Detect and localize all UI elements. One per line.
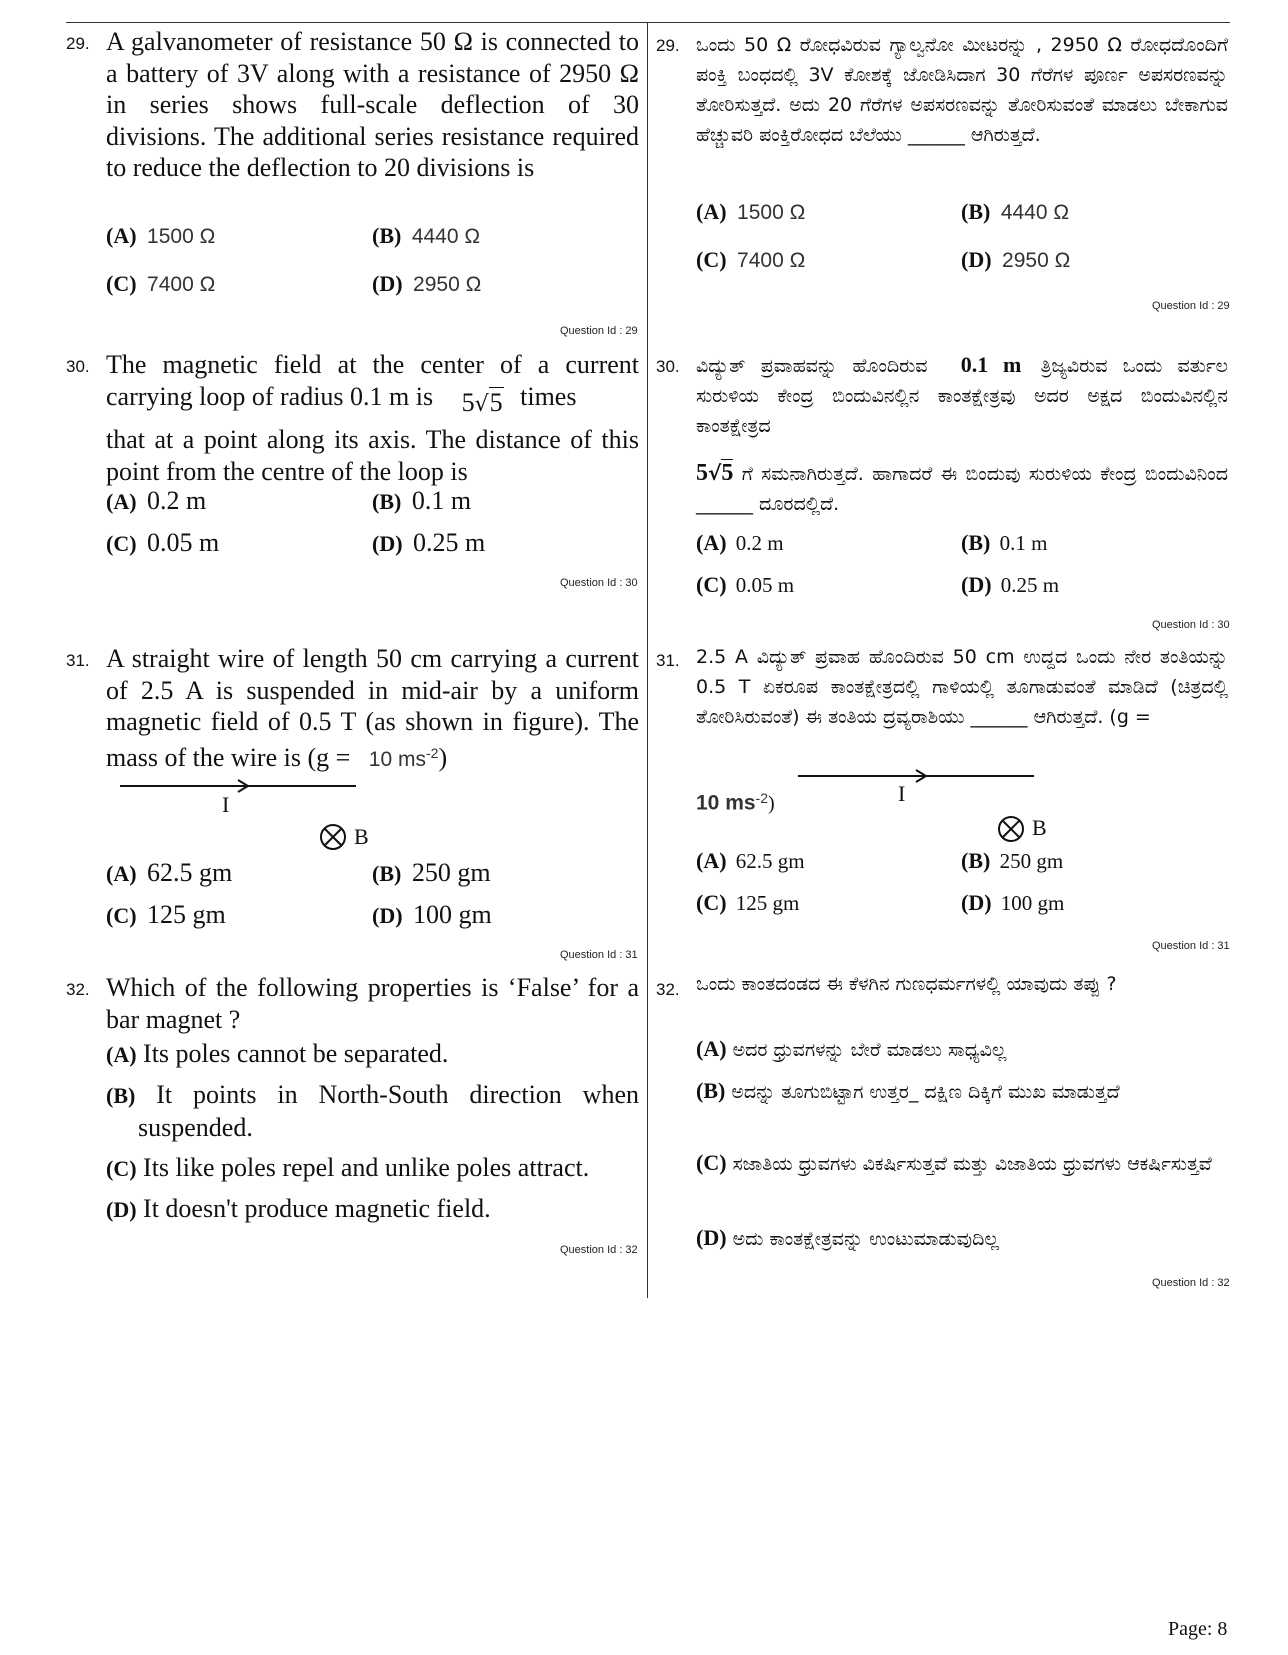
question-text-part: A straight wire of length 50 cm carrying a current of 2.5 A is suspended in mid-air by a uniform magnetic field of 0.5 T (as shown in figure). The mass of the wire is (g = (106, 644, 639, 772)
option-label: (C) (106, 271, 137, 296)
sqrt-radicand: 5 (721, 460, 734, 486)
option-d[interactable] (961, 244, 1070, 274)
option-d[interactable] (372, 900, 492, 930)
question-text-part: The magnetic field at the center of a current carrying loop of radius 0.1 m is (106, 350, 639, 411)
g-value-base: 10 ms (368, 747, 426, 771)
option-value: ಅದು ಕಾಂತಕ್ಷೇತ್ರವನ್ನು ಉಂಟುಮಾಡುವುದಿಲ್ಲ (732, 1228, 999, 1250)
option-value: 0.25 m (413, 528, 486, 557)
question-text-kn: ಒಂದು ಕಾಂತದಂಡದ ಈ ಕೆಳಗಿನ ಗುಣಧರ್ಮಗಳಲ್ಲಿ ಯಾವುದು ತಪ್ಪು ? (696, 973, 1117, 995)
question-id: Question Id : 31 (560, 949, 638, 961)
option-label: (D) (372, 531, 403, 556)
field-into-page-icon (996, 814, 1026, 844)
question-text-en: A straight wire of length 50 cm carrying a current of 2.5 A is suspended in mid-air by a uniform magnetic field of 0.5 T (as shown in figure). The mass of the wire is (g = 10 $ms^{-2}$) (106, 644, 639, 772)
question-id: Question Id : 32 (1152, 1277, 1230, 1289)
option-value: 100 gm (413, 900, 492, 929)
option-a[interactable] (106, 486, 206, 516)
option-label: (A) (106, 489, 137, 514)
sqrt-radicand: 5 (489, 387, 503, 417)
option-value: 4440 Ω (411, 225, 481, 248)
option-label: (B) (961, 530, 991, 555)
option-value: 0.25 m (1000, 573, 1060, 597)
option-value: 0.2 m (735, 531, 784, 555)
option-value: 250 gm (999, 849, 1064, 873)
option-d[interactable] (961, 890, 1064, 916)
page-number: Page: 8 (1168, 1618, 1228, 1640)
question-id: Question Id : 30 (1152, 619, 1230, 631)
option-value: 4440 Ω (1000, 201, 1070, 224)
option-c[interactable] (696, 244, 805, 274)
option-value: Its poles cannot be separated. (143, 1039, 449, 1068)
question-number: 31. (656, 651, 680, 670)
option-value: 2950 Ω (1002, 249, 1071, 272)
question-text-part: ಗೆ ಸಮನಾಗಿರುತ್ತದೆ. ಹಾಗಾದರೆ ಈ ಬಿಂದುವು ಸುರುಳಿಯ ಕೇಂದ್ರ ಬಿಂದುವಿನಿಂದ ______ ದೂರದಲ್ಲಿದೆ. (696, 463, 1228, 515)
option-b[interactable] (961, 848, 1063, 874)
option-value: 125 gm (735, 891, 800, 915)
option-c[interactable] (696, 572, 794, 598)
option-a[interactable] (696, 196, 805, 226)
option-b[interactable] (372, 858, 491, 888)
sqrt-factor: 5√5 (696, 460, 734, 486)
option-label: (A) (106, 861, 137, 886)
option-c[interactable] (696, 1148, 1228, 1179)
option-value: 1500 Ω (147, 225, 216, 248)
question-number: 30. (66, 357, 90, 376)
question-number: 29. (66, 34, 90, 53)
column-divider (647, 22, 648, 1298)
option-a[interactable] (106, 858, 232, 888)
option-b[interactable] (961, 530, 1047, 556)
option-d[interactable] (372, 528, 485, 558)
option-label: (C) (106, 531, 137, 556)
option-label: (C) (696, 247, 727, 272)
option-value: 62.5 gm (147, 858, 233, 887)
option-b[interactable] (961, 196, 1069, 226)
question-text-kn: ಒಂದು 50 Ω ರೋಧವಿರುವ ಗ್ಯಾಲ್ವನೋ ಮೀಟರನ್ನು , 2950 Ω ರೋಧದೊಂದಿಗೆ ಪಂಕ್ತಿ ಬಂಧದಲ್ಲಿ 3V ಕೋಶಕ್ಕೆ ಜೋಡಿಸಿದಾಗ 30 ಗೆರೆಗಳ ಪೂರ್ಣ ಅಪಸರಣವನ್ನು ತೋರಿಸುತ್ತದೆ. ಅದು 20 ಗೆರೆಗಳ ಅಪಸರಣವನ್ನು ತೋರಿಸುವಂತೆ ಮಾಡಲು ಬೇಕಾಗುವ ಹೆಚ್ಚುವರಿ ಪಂಕ್ತಿರೋಧದ ಬೆಲೆಯು ______ ಆಗಿರುತ್ತದೆ. (696, 34, 1228, 146)
g-value-exponent: -2 (755, 790, 768, 806)
option-a[interactable] (106, 220, 215, 250)
option-d[interactable] (696, 1223, 1228, 1254)
question-id: Question Id : 29 (1152, 300, 1230, 312)
option-a[interactable] (696, 530, 784, 556)
option-label: (D) (961, 890, 992, 915)
option-value: 7400 Ω (147, 273, 216, 296)
question-number: 31. (66, 651, 90, 670)
option-label: (B) (696, 1078, 726, 1103)
field-label: B (354, 824, 369, 849)
question-id: Question Id : 32 (560, 1244, 638, 1256)
option-label: (D) (106, 1197, 137, 1222)
radius-value: 0.1 m (960, 352, 1022, 377)
option-b[interactable] (372, 486, 471, 516)
option-label: (D) (961, 572, 992, 597)
g-value (368, 744, 439, 771)
option-label: (C) (696, 890, 727, 915)
option-label: (A) (106, 1042, 137, 1067)
option-label: (A) (696, 530, 727, 555)
current-label: I (898, 781, 906, 806)
option-value: Its like poles repel and unlike poles attract. (143, 1153, 590, 1182)
question-id: Question Id : 29 (560, 325, 638, 337)
option-value: 0.05 m (735, 573, 795, 597)
option-value: 0.05 m (147, 528, 220, 557)
g-value-exponent: -2 (425, 744, 439, 761)
option-c[interactable] (106, 268, 215, 298)
option-label: (B) (372, 223, 402, 248)
field-into-page-icon (318, 822, 348, 852)
option-label: (C) (106, 1156, 137, 1181)
question-number: 30. (656, 357, 680, 376)
option-value: ಸಜಾತಿಯ ಧ್ರುವಗಳು ವಿಕರ್ಷಿಸುತ್ತವೆ ಮತ್ತು ವಿಜಾತಿಯ ಧ್ರುವಗಳು ಆಕರ್ಷಿಸುತ್ತವೆ (732, 1153, 1212, 1175)
sqrt-coefficient: 5 (696, 460, 708, 486)
top-rule (66, 22, 1230, 23)
question-text-en: Which of the following properties is ‘False’ for a bar magnet ? (106, 973, 639, 1034)
option-c[interactable] (106, 528, 219, 558)
option-label: (C) (696, 572, 727, 597)
question-text-en (106, 349, 639, 417)
question-id: Question Id : 31 (1152, 940, 1230, 952)
option-label: (B) (961, 199, 991, 224)
option-a[interactable] (106, 1038, 639, 1071)
option-value: 250 gm (411, 858, 491, 887)
question-text-en: A galvanometer of resistance 50 Ω is connected to a battery of 3V along with a resistance of 2950 Ω in series shows full-scale deflection of 30 divisions. The additional series resistance required to reduce the deflection to 20 divisions is (106, 27, 639, 182)
option-label: (B) (372, 489, 402, 514)
question-number: 32. (656, 980, 680, 999)
option-label: (D) (961, 247, 992, 272)
option-label: (C) (696, 1150, 727, 1175)
option-label: (D) (696, 1225, 727, 1250)
question-text-part: times (520, 381, 577, 411)
question-text-part: ತ್ರಿಜ್ಯವಿರುವ ಒಂದು ವರ್ತುಲ ಸುರುಳಿಯ ಕೇಂದ್ರ ಬಿಂದುವಿನಲ್ಲಿನ ಕಾಂತಕ್ಷೇತ್ರವು ಅದರ ಅಕ್ಷದ ಬಿಂದುವಿನಲ್ಲಿನ ಕಾಂತಕ್ಷೇತ್ರದ (696, 355, 1228, 437)
option-c[interactable] (106, 900, 226, 930)
option-value: It points in North-South direction when suspended. (138, 1080, 640, 1142)
wire-figure (796, 768, 1041, 808)
g-value (696, 790, 775, 815)
question-id: Question Id : 30 (560, 577, 638, 589)
closing-paren: ) (768, 792, 775, 815)
option-value: 62.5 gm (735, 849, 805, 873)
field-label: B (1032, 815, 1047, 840)
option-label: (A) (696, 199, 727, 224)
current-label: I (222, 792, 230, 817)
option-b[interactable] (106, 1079, 639, 1143)
option-label: (D) (372, 903, 403, 928)
option-value: 0.2 m (147, 486, 207, 515)
option-value: ಅದರ ಧ್ರುವಗಳನ್ನು ಬೇರೆ ಮಾಡಲು ಸಾಧ್ಯವಿಲ್ಲ (732, 1039, 1007, 1061)
question-number: 29. (656, 36, 680, 55)
sqrt-coefficient: 5 (461, 387, 475, 417)
question-text-kn (696, 350, 1228, 441)
sqrt-factor: 5√5 (461, 387, 503, 417)
question-text-kn (696, 458, 1228, 519)
option-d[interactable] (961, 572, 1059, 598)
question-number: 32. (66, 980, 90, 999)
option-c[interactable] (696, 890, 799, 916)
option-label: (C) (106, 903, 137, 928)
option-label: (D) (372, 271, 403, 296)
question-text-kn: 2.5 A ವಿದ್ಯುತ್ ಪ್ರವಾಹ ಹೊಂದಿರುವ 50 cm ಉದ್ದದ ಒಂದು ನೇರ ತಂತಿಯನ್ನು 0.5 T ಏಕರೂಪ ಕಾಂತಕ್ಷೇತ್ರದಲ್ಲಿ ಗಾಳಿಯಲ್ಲಿ ತೂಗಾಡುವಂತೆ ಮಾಡಿದೆ (ಚಿತ್ರದಲ್ಲಿ ತೋರಿಸಿರುವಂತೆ) ಈ ತಂತಿಯ ದ್ರವ್ಯರಾಶಿಯು ______ ಆಗಿರುತ್ತದೆ. (g = (696, 646, 1228, 728)
option-label: (B) (106, 1083, 136, 1108)
question-text-part: ವಿದ್ಯುತ್ ಪ್ರವಾಹವನ್ನು ಹೊಂದಿರುವ (696, 355, 928, 377)
g-value-base: 10 ms (696, 791, 756, 815)
option-value: 1500 Ω (737, 201, 806, 224)
option-value: It doesn't produce magnetic field. (143, 1194, 491, 1223)
option-value: 7400 Ω (737, 249, 806, 272)
option-b[interactable] (372, 220, 480, 250)
option-label: (B) (372, 861, 402, 886)
option-c[interactable] (106, 1152, 639, 1185)
option-value: 100 gm (1000, 891, 1065, 915)
option-d[interactable] (106, 1193, 639, 1226)
option-value: ಅದನ್ನು ತೂಗುಬಿಟ್ಟಾಗ ಉತ್ತರ_ ದಕ್ಷಿಣ ದಿಕ್ಕಿಗೆ ಮುಖ ಮಾಡುತ್ತದೆ (731, 1081, 1120, 1103)
question-text-en: that at a point along its axis. The distance of this point from the centre of the loop is (106, 425, 639, 486)
option-label: (B) (961, 848, 991, 873)
option-b[interactable] (696, 1076, 1228, 1107)
option-value: 125 gm (147, 900, 226, 929)
option-d[interactable] (372, 268, 481, 298)
option-value: 0.1 m (411, 486, 472, 515)
option-a[interactable] (696, 848, 805, 874)
option-label: (A) (106, 223, 137, 248)
option-value: 0.1 m (999, 531, 1048, 555)
option-label: (A) (696, 848, 727, 873)
option-a[interactable] (696, 1034, 1228, 1065)
option-value: 2950 Ω (413, 273, 482, 296)
option-label: (A) (696, 1036, 727, 1061)
